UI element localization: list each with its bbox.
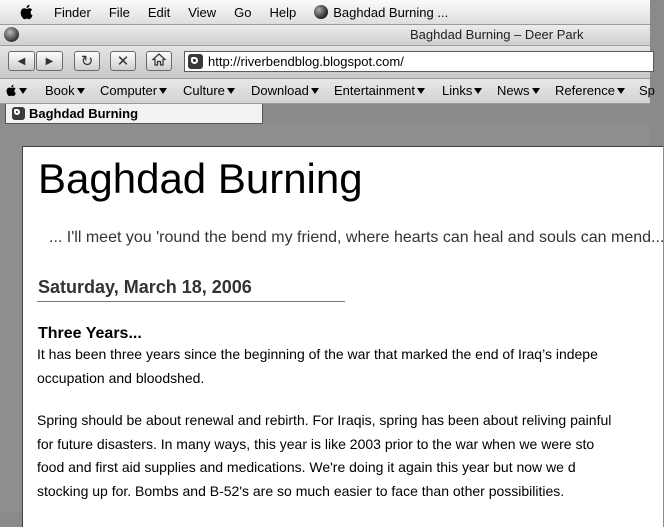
dropdown-arrow-icon [19, 88, 27, 94]
bookmark-label: Sp [639, 83, 655, 98]
bookmark-label: Download [251, 83, 309, 98]
bookmark-label: Culture [183, 83, 225, 98]
menu-file[interactable]: File [108, 4, 130, 20]
forward-button[interactable] [36, 51, 63, 71]
bookmark-sp[interactable] [639, 83, 655, 98]
menu-edit[interactable]: Edit [147, 4, 171, 20]
blog-page [22, 146, 663, 527]
url-text: http://riverbendblog.blogspot.com/ [208, 54, 404, 69]
dropdown-arrow-icon [77, 88, 85, 94]
bookmark-label: Entertainment [334, 83, 415, 98]
menu-window-item[interactable] [314, 5, 448, 20]
back-arrow-icon: ◀ [17, 55, 26, 67]
back-button[interactable] [8, 51, 35, 71]
home-button[interactable] [146, 51, 172, 71]
menu-bar [0, 0, 650, 25]
navigation-toolbar [0, 46, 650, 79]
tab-strip [0, 104, 650, 124]
dropdown-arrow-icon [417, 88, 425, 94]
dropdown-arrow-icon [227, 88, 235, 94]
dropdown-arrow-icon [311, 88, 319, 94]
post-title: Three Years... [38, 325, 142, 342]
apple-menu-icon[interactable] [20, 4, 36, 20]
bookmark-label: Book [45, 83, 75, 98]
paragraph-line: Spring should be about renewal and rebirth. For Iraqis, spring has been about reliving painful [37, 412, 612, 428]
blog-title[interactable]: Baghdad Burning [38, 155, 363, 202]
menu-finder[interactable]: Finder [54, 4, 91, 20]
bookmark-label: Computer [100, 83, 158, 98]
bookmarks-toolbar [0, 79, 655, 104]
bookmark-computer[interactable] [100, 83, 167, 98]
content-area [0, 124, 664, 512]
bookmark-culture[interactable] [183, 83, 235, 98]
menu-view[interactable]: View [188, 4, 217, 20]
dropdown-arrow-icon [474, 88, 482, 94]
menu-go[interactable]: Go [234, 4, 252, 20]
bookmark-links[interactable] [442, 83, 482, 98]
browser-globe-icon [314, 5, 328, 19]
close-icon: ✕ [116, 53, 130, 70]
reload-icon: ↻ [80, 53, 94, 70]
bookmark-download[interactable] [251, 83, 319, 98]
paragraph-line: food and first aid supplies and medications. We're doing it again this year but now we d [37, 459, 576, 475]
bookmark-label: Reference [555, 83, 615, 98]
bookmark-label: Links [442, 83, 473, 98]
paragraph-line: It has been three years since the beginning of the war that marked the end of Iraq’s indepe [37, 346, 598, 362]
url-field[interactable] [184, 51, 654, 72]
reload-button[interactable] [74, 51, 100, 71]
post-paragraph-2 [37, 409, 611, 503]
post-date: Saturday, March 18, 2006 [38, 277, 252, 297]
dropdown-arrow-icon [532, 88, 540, 94]
menu-help[interactable]: Help [269, 4, 297, 20]
bookmark-reference[interactable] [555, 83, 625, 98]
paragraph-line: stocking up for. Bombs and B-52's are so much easier to face than other possibilities. [37, 482, 565, 499]
home-icon [152, 53, 166, 69]
stop-button[interactable] [110, 51, 136, 71]
post-paragraph-1 [37, 343, 598, 390]
bookmark-news[interactable] [497, 83, 540, 98]
paragraph-line: occupation and bloodshed. [37, 369, 205, 386]
window-title-bar[interactable] [0, 25, 650, 46]
dropdown-arrow-icon [159, 88, 167, 94]
dropdown-arrow-icon [617, 88, 625, 94]
menu-window-title: Baghdad Burning ... [333, 4, 449, 20]
tab-label: Baghdad Burning [29, 106, 139, 121]
window-title: Baghdad Burning – Deer Park [410, 27, 584, 42]
browser-logo-icon [4, 27, 19, 42]
bookmark-book[interactable] [45, 83, 85, 98]
bookmark-entertainment[interactable] [334, 83, 425, 98]
bookmarks-apple-menu[interactable] [6, 83, 27, 98]
blogger-favicon-icon [12, 107, 25, 120]
date-divider [37, 301, 345, 302]
bookmark-label: News [497, 83, 530, 98]
blog-tagline: ... I'll meet you 'round the bend my friend, where hearts can heal and souls can mend... [49, 229, 664, 246]
forward-arrow-icon: ▶ [45, 55, 54, 67]
blogger-favicon-icon [188, 54, 203, 69]
tab-baghdad-burning[interactable] [5, 104, 263, 124]
apple-icon [6, 84, 17, 97]
paragraph-line: for future disasters. In many ways, this year is like 2003 prior to the war when we were sto [37, 435, 595, 452]
